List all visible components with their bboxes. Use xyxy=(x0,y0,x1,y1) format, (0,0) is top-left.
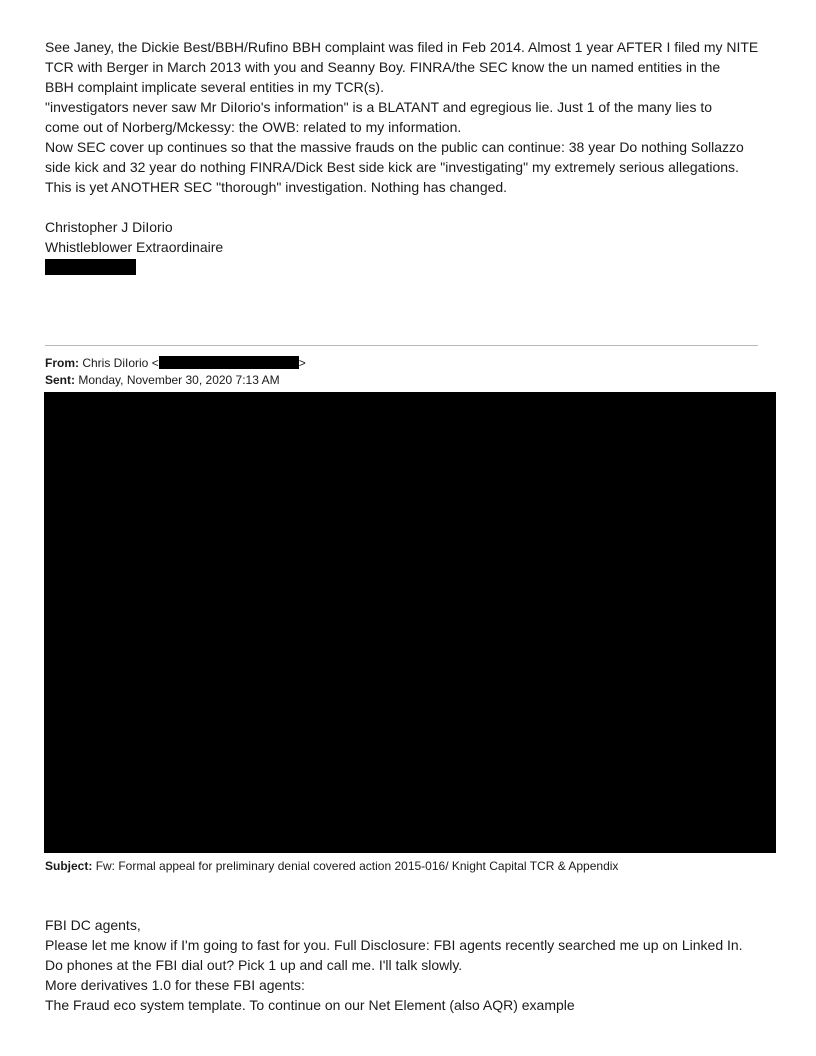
from-close: > xyxy=(298,356,306,370)
from-line xyxy=(45,355,306,371)
intro-line: See Janey, the Dickie Best/BBH/Rufino BBH complaint was filed in Feb 2014. Almost 1 year AFTER I filed my NITE xyxy=(45,39,759,55)
body-line: The Fraud eco system template. To continue on our Net Element (also AQR) example xyxy=(45,997,575,1013)
redaction-box xyxy=(45,259,136,275)
intro-line: side kick and 32 year do nothing FINRA/Dick Best side kick are "investigating" my extremely serious allegations. xyxy=(45,159,739,175)
signature-name: Christopher J DiIorio xyxy=(45,219,173,235)
intro-paragraph xyxy=(45,37,785,197)
body-line: Do phones at the FBI dial out? Pick 1 up and call me. I'll talk slowly. xyxy=(45,957,463,973)
from-value: Chris DiIorio < xyxy=(82,356,159,370)
intro-line: "investigators never saw Mr DiIorio's information" is a BLATANT and egregious lie. Just 1 of the many lies to xyxy=(45,99,713,115)
intro-line: TCR with Berger in March 2013 with you and Seanny Boy. FINRA/the SEC know the un named entities in the xyxy=(45,59,721,75)
body-line: More derivatives 1.0 for these FBI agents: xyxy=(45,977,305,993)
subject-line xyxy=(45,858,618,874)
intro-line: Now SEC cover up continues so that the massive frauds on the public can continue: 38 year Do nothing Sollazzo xyxy=(45,139,744,155)
body-line: Please let me know if I'm going to fast for you. Full Disclosure: FBI agents recently searched me up on Linked In. xyxy=(45,937,743,953)
from-label: From: xyxy=(45,356,79,370)
redaction-box xyxy=(159,356,299,369)
email-body xyxy=(45,915,785,1015)
intro-line: come out of Norberg/Mckessy: the OWB: related to my information. xyxy=(45,119,462,135)
signature-block xyxy=(45,217,785,257)
sent-label: Sent: xyxy=(45,373,75,387)
sent-line xyxy=(45,372,280,388)
separator-line xyxy=(45,345,758,346)
signature-title: Whistleblower Extraordinaire xyxy=(45,239,224,255)
subject-value: Fw: Formal appeal for preliminary denial covered action 2015-016/ Knight Capital TCR & Appendix xyxy=(95,859,619,873)
body-line: FBI DC agents, xyxy=(45,917,141,933)
intro-line: BBH complaint implicate several entities in my TCR(s). xyxy=(45,79,384,95)
subject-label: Subject: xyxy=(45,859,93,873)
intro-line: This is yet ANOTHER SEC "thorough" investigation. Nothing has changed. xyxy=(45,179,508,195)
sent-value: Monday, November 30, 2020 7:13 AM xyxy=(78,373,280,387)
large-redaction-box xyxy=(44,392,776,853)
